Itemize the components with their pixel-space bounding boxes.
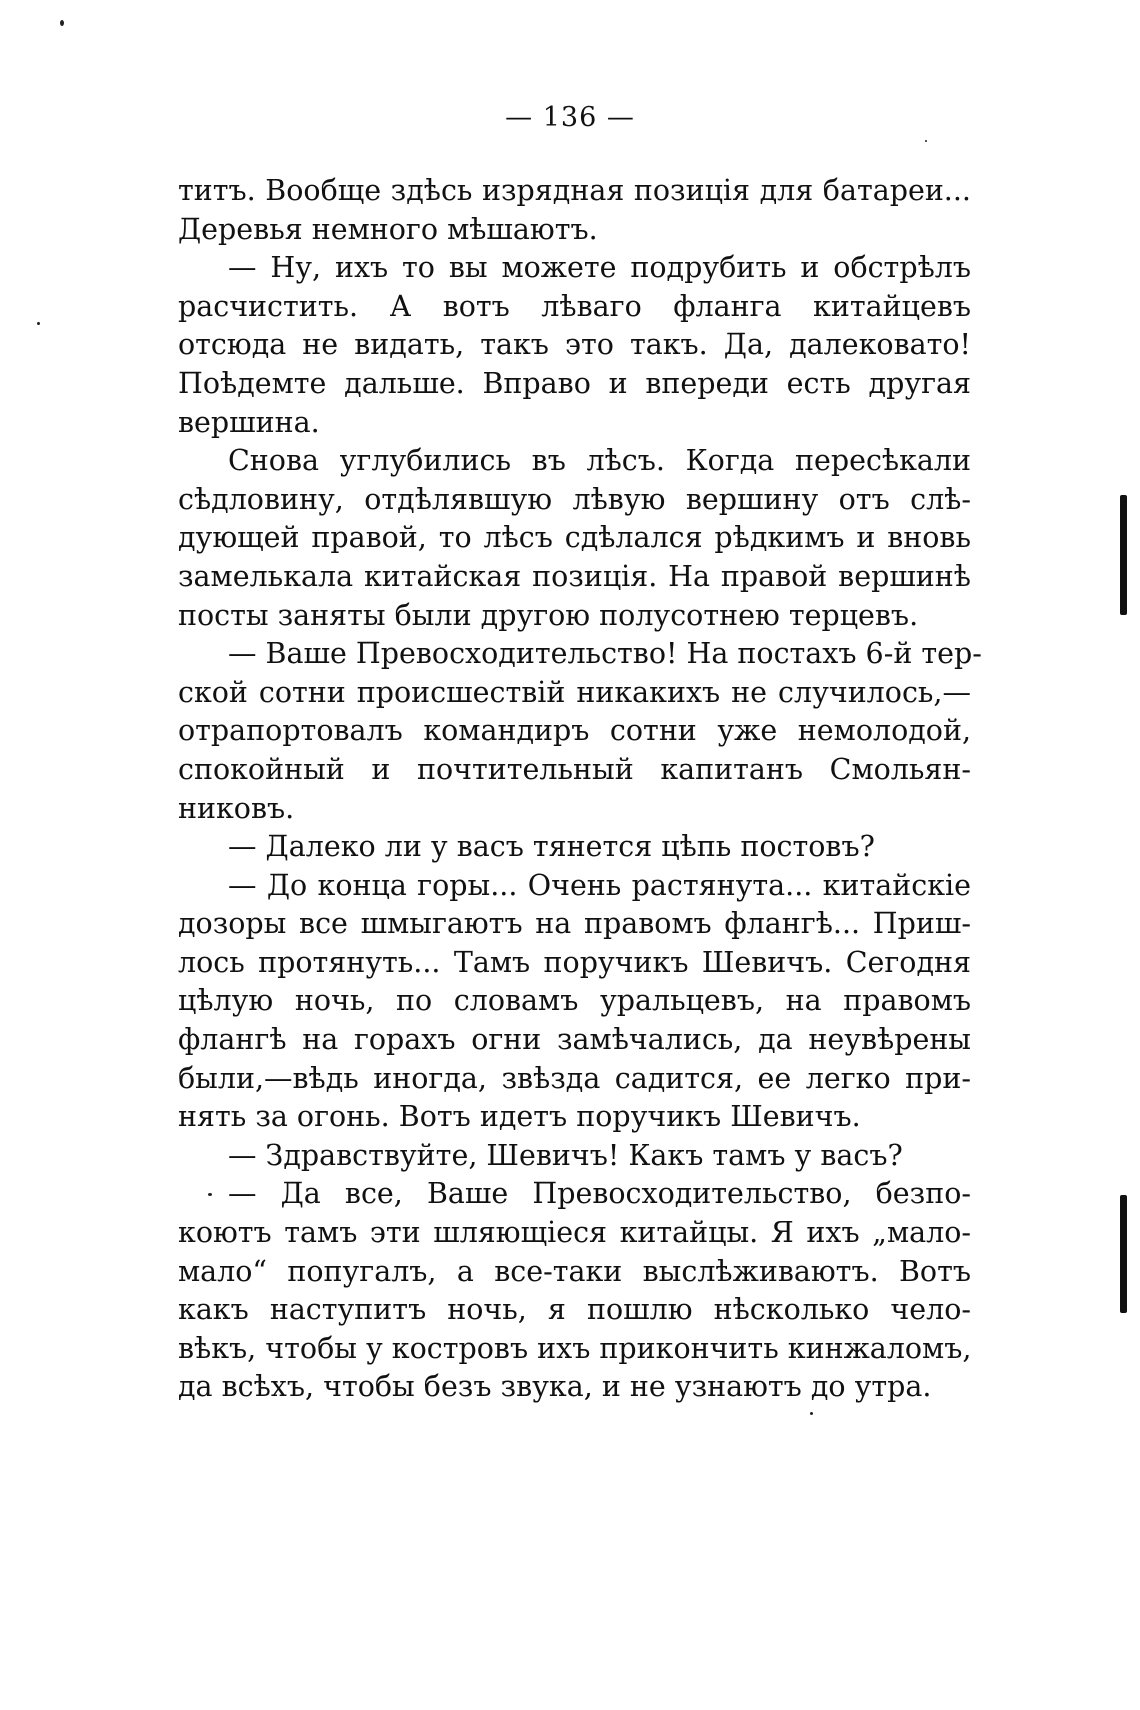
text-line: — Да все, Ваше Превосходительство, безпо- [228,1177,971,1211]
text-line: были,—вѣдь иногда, звѣзда садится, ее легко при- [178,1061,971,1095]
text-line: расчистить. А вотъ лѣваго фланга китайцевъ [178,289,971,323]
text-line: флангѣ на горахъ огни замѣчались, да неувѣрены [178,1023,971,1057]
text-line: замелькала китайская позиція. На правой вершинѣ [178,559,971,593]
text-line: титъ. Вообще здѣсь изрядная позиція для батареи... [178,174,971,207]
text-line: — Ваше Превосходительство! На постахъ 6-й тер- [228,637,982,671]
paragraph [178,828,971,867]
text-line: коютъ тамъ эти шляющіеся китайцы. Я ихъ „мало- [178,1216,971,1250]
text-line: Снова углубились въ лѣсъ. Когда пересѣкали [228,444,971,478]
scan-speck [810,1412,813,1415]
text-line: ской сотни происшествій никакихъ не случилось,— [178,675,971,709]
text-line: — Здравствуйте, Шевичъ! Какъ тамъ у васъ? [228,1138,903,1172]
text-line: да всѣхъ, чтобы безъ звука, и не узнаютъ до утра. [178,1370,932,1404]
scan-speck [208,1193,212,1196]
text-line: нять за огонь. Вотъ идетъ поручикъ Шевичъ. [178,1100,861,1134]
paragraph [178,635,982,828]
text-line: отрапортовалъ командиръ сотни уже немолодой, [178,714,971,748]
text-line: дозоры все шмыгаютъ на правомъ флангѣ... Приш- [178,907,971,941]
text-line: — Ну, ихъ то вы можете подрубить и обстрѣлъ [228,251,971,285]
text-line: вѣкъ, чтобы у костровъ ихъ прикончить кинжаломъ, [178,1331,972,1365]
text-line: мало“ попугалъ, а все-таки выслѣживаютъ. Вотъ [178,1254,971,1288]
scan-speck [925,140,927,142]
text-line: какъ наступитъ ночь, я пошлю нѣсколько чело- [178,1293,971,1327]
text-line: дующей правой, то лѣсъ сдѣлался рѣдкимъ и вновь [178,521,971,555]
paragraph [178,172,971,249]
paragraph [178,1137,971,1176]
paragraph [178,249,971,442]
text-line: посты заняты были другою полусотнею терцевъ. [178,598,919,632]
paragraph [178,442,971,635]
text-line: цѣлую ночь, по словамъ уральцевъ, на правомъ [178,984,971,1018]
text-line: никовъ. [178,791,295,825]
text-line: отсюда не видать, такъ это такъ. Да, далековато! [178,328,971,362]
scan-speck [60,20,64,26]
text-line: Поѣдемте дальше. Вправо и впереди есть другая [178,366,971,400]
page-number: — 136 — [505,102,635,133]
text-line: — До конца горы... Очень растянута... китайскіе [228,868,971,902]
text-line: вершина. [178,405,320,439]
text-line: спокойный и почтительный капитанъ Смольян- [178,752,971,786]
margin-mark [1120,495,1127,615]
text-line: — Далеко ли у васъ тянется цѣпь постовъ? [228,830,875,864]
text-line: сѣдловину, отдѣлявшую лѣвую вершину отъ слѣ- [178,482,971,516]
paragraph [178,867,971,1137]
body-text [178,172,982,1407]
paragraph [178,1175,971,1407]
margin-mark [1120,1195,1127,1313]
scan-speck [37,322,40,325]
text-line: Деревья немного мѣшаютъ. [178,212,598,246]
text-line: лось протянуть... Тамъ поручикъ Шевичъ. Сегодня [178,945,971,979]
